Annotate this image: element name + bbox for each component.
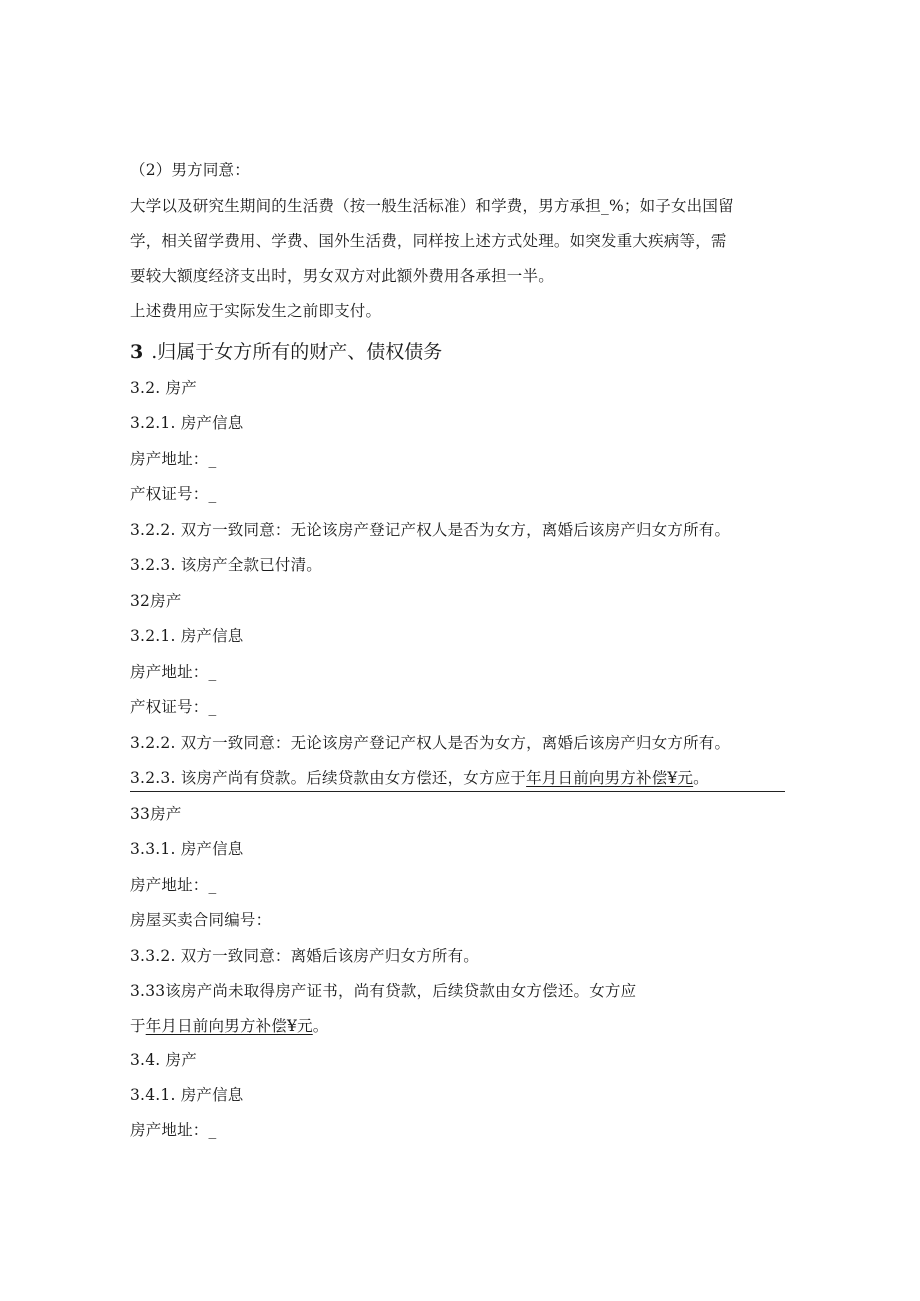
paragraph-line: 学，相关留学费用、学费、国外生活费，同样按上述方式处理。如突发重大疾病等，需 — [130, 232, 727, 250]
section-heading — [130, 340, 442, 364]
subsection-item: 3.2.2. 双方一致同意：无论该房产登记产权人是否为女方，离婚后该房产归女方所有。 — [130, 734, 731, 752]
subsection-item: 3.2.3. 该房产全款已付清。 — [130, 556, 322, 574]
section-title: .归属于女方所有的财产、债权债务 — [151, 341, 443, 363]
subsection-item: 3.33该房产尚未取得房产证书，尚有贷款，后续贷款由女方偿还。女方应 — [130, 982, 637, 1000]
property-address: 房产地址：_ — [130, 1121, 217, 1139]
property-certificate: 产权证号：_ — [130, 698, 217, 716]
clause-text: 于 — [130, 1017, 146, 1035]
compensation-blank: 年月日前向男方补偿¥元 — [526, 769, 694, 787]
subsection-title: 3.2. 房产 — [130, 379, 197, 397]
clause-end: 。 — [693, 769, 709, 787]
subsection-title: 33房产 — [130, 805, 182, 823]
subsection-item-continued — [130, 1016, 328, 1036]
paragraph-line: 大学以及研究生期间的生活费（按一般生活标准）和学费，男方承担_%；如子女出国留 — [130, 197, 734, 215]
subsection-item — [130, 768, 709, 788]
section-number: 3 — [130, 341, 144, 363]
contract-number: 房屋买卖合同编号： — [130, 911, 272, 929]
clause-male-agrees: （2）男方同意： — [130, 161, 250, 179]
subsection-item: 3.3.2. 双方一致同意：离婚后该房产归女方所有。 — [130, 947, 479, 965]
paragraph-line: 上述费用应于实际发生之前即支付。 — [130, 302, 382, 320]
clause-text: 3.2.3. 该房产尚有贷款。后续贷款由女方偿还，女方应于 — [130, 769, 527, 787]
subsection-item: 3.2.1. 房产信息 — [130, 627, 244, 645]
horizontal-rule — [130, 791, 785, 792]
property-address: 房产地址：_ — [130, 876, 217, 894]
subsection-title: 3.4. 房产 — [130, 1051, 197, 1069]
paragraph-line: 要较大额度经济支出时，男女双方对此额外费用各承担一半。 — [130, 267, 554, 285]
property-certificate: 产权证号：_ — [130, 485, 217, 503]
subsection-title: 32房产 — [130, 592, 182, 610]
compensation-blank: 年月日前向男方补偿¥元 — [145, 1017, 313, 1035]
subsection-item: 3.4.1. 房产信息 — [130, 1086, 244, 1104]
property-address: 房产地址：_ — [130, 663, 217, 681]
subsection-item: 3.3.1. 房产信息 — [130, 840, 244, 858]
subsection-item: 3.2.2. 双方一致同意：无论该房产登记产权人是否为女方，离婚后该房产归女方所有。 — [130, 521, 731, 539]
property-address: 房产地址：_ — [130, 450, 217, 468]
clause-end: 。 — [312, 1017, 329, 1035]
subsection-item: 3.2.1. 房产信息 — [130, 414, 244, 432]
